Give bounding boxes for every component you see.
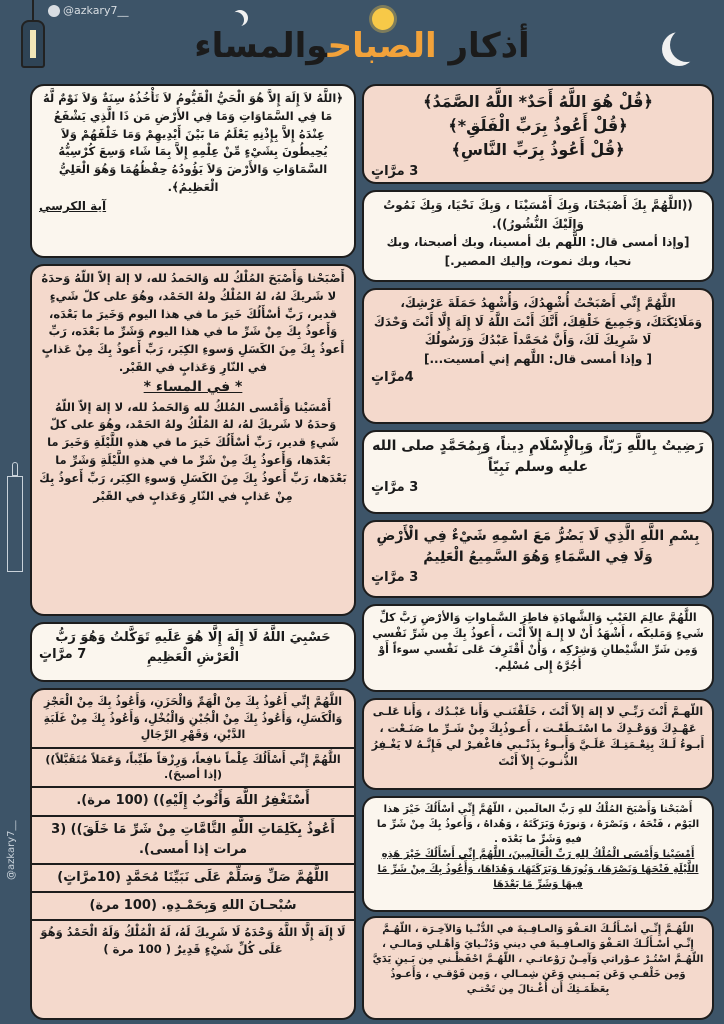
twitter-icon	[48, 5, 60, 17]
minaret-icon	[4, 462, 26, 572]
card-raditu: رَضِيتُ بِاللَّهِ رَبّاً، وَبِالْإِسْلَامِ دِيناً، وَبِمُحَمَّدٍ صلى الله عليه وسلم نَبِيّاً 3 مرَّاتٍ	[362, 430, 714, 514]
card-sayyid-alistighfar: اللّهـمَّ أَنْتَ رَبِّـي لا إلهَ إلاّ أَنْتَ ، خَلَقْتَنـي وَأَنا عَبْـدُك ، وَأَنا عَلـى عَهْـدِكَ وَوَعْـدِكَ ما اسْتَـطَعْـت ، أَعـوذُبِكَ مِنْ شَـرِّ ما صَنَـعْت ، أَبـوءُ لَـكَ بِنِعْـمَتِـكَ عَلَـيَّ وَأَبـوءُ بِذَنْـبي فاغْفـِرْ لي فَإِنَّـهُ لا يَغْـفِرُ الذُّنـوبَ إِلاّ أَنْتَ	[362, 698, 714, 790]
divider	[32, 919, 354, 921]
card-ashhaduka: اللَّهُمَّ إِنِّي أَصْبَحْتُ أُشْهِدُكَ، وَأُشْهِدُ حَمَلَةَ عَرْشِكَ، وَمَلَائِكَتَكَ، وَجَمِيعَ خَلْقِكَ، أَنَّكَ أَنْتَ اللَّهُ لَا إِلَهَ إِلَّا أَنْتَ وَحْدَكَ لَا شَرِيكَ لَكَ، وَأَنَّ مُحَمَّداً عَبْدُكَ وَرَسُولُكَ [ وإذا أمسى قال: اللَّهم إني أمسيت...] 4مرَّاتٍ	[362, 288, 714, 424]
repeat-count: 7 مرَّاتٍ	[39, 647, 87, 662]
divider	[32, 863, 354, 865]
card-alim-alghayb: اللَّهُمَّ عالِمَ الغَيْبِ وَالشَّهادَةِ فاطِرَ السَّماواتِ وَالأرْضِ رَبَّ كلِّ شَيءٍ وَمَليكَه ، أَشْهَدُ أَنْ لا إِلـهَ إِلاّ أَنْت ، أَعوذُ بِكَ مِن شَرِّ نَفْسي وَمِن شَرِّ الشَّيْطانِ وَشِرْكِه ، وَأَنْ أَقْتَرِفَ عَلى نَفْسي سوءاً أَوْ أَجُرَّهُ إِلى مُسْلِم.	[362, 604, 714, 692]
card-afiya: اللّهُـمَّ إِنِّـي أسْـأَلُـكَ العَـفْوَ وَالعـافِـيةَ في الدُّنْـيا وَالآخِـرَة ، اللّهُـمَّ إِنِّـي أسْـأَلُـكَ العَـفْوَ وَالعـافِـيةَ في ديني وَدُنْـيايَ وَأهْـلي وَمالـي ، اللّهُـمَّ اسْتُـرْ عـوْراتي وَآمِـنْ رَوْعاتـي ، اللّهُـمَّ احْفَظْـني مِن بَـينِ يَدَيَّ وَمِن خَلْفـي وَعَن يَمـيني وَعَن شِمـالي ، وَمِن فَوْقـي ، وَأَعـوذُ بِعَظَمَـتِكَ أَن أُغْـتالَ مِن تَحْتـي	[362, 916, 714, 1020]
divider	[32, 891, 354, 893]
repeat-count: 3 مرَّاتٍ	[371, 480, 419, 495]
repeat-count: 3 مرَّاتٍ	[371, 570, 419, 585]
divider	[32, 747, 354, 749]
twitter-handle[interactable]: @azkary7__	[48, 4, 128, 17]
repeat-count: 4مرَّاتٍ	[371, 370, 414, 386]
card-qul-surahs: ﴿قُلْ هُوَ اللَّهُ أَحَدٌ* اللَّهُ الصَّمَدُ﴾ ﴿قُلْ أَعُوذُ بِرَبِّ الْفَلَقِ*﴾ ﴿قُلْ أَعُوذُ بِرَبِّ النَّاسِ﴾ 3 مرَّاتٍ	[362, 84, 714, 184]
repeat-count: 3 مرَّاتٍ	[371, 164, 419, 179]
page-title: أذكار الصباحوالمساء	[194, 26, 530, 66]
divider	[32, 786, 354, 788]
divider	[32, 815, 354, 817]
card-misc-adhkar: اللَّهُمَّ إِنِّي أَعُوذُ بِكَ مِنْ الْهَمِّ وَالْحَزَنِ، وَأَعُوذُ بِكَ مِنْ الْعَجْزِ وَالْكَسَلِ، وَأَعُوذُ بِكَ مِنْ الْجُبْنِ وَالْبُخْلِ، وَأَعُوذُ بِكَ مِنْ غَلَبَةِ الدَّيْنِ، وَقَهْرِ الرِّجَالِ اللَّهُمَّ إِنِّي أَسْأَلُكَ عِلْماً نافِعاً، وَرِزْقاً طَيِّباً، وَعَمَلاً مُتَقَبَّلاً)) (إذا أصبحَ). أَسْتَغْفِرُ اللَّهَ وَأَتُوبُ إِلَيْهِ)) (100 مرة). أَعُوذُ بِكَلِمَاتِ اللَّهِ التَّامَّاتِ مِنْ شَرِّ مَا خَلَقَ)) (3 مرات إذا أمسى). اللَّهُمَّ صَلِّ وَسَلِّمْ عَلَى نَبَيِّنَا مُحَمَّدٍ (10مرَّاتٍ) سُبْحـانَ اللهِ وَبِحَمْـدِهِ. (100 مرة) لَا إِلَهَ إِلَّا اللَّهُ وَحْدَهُ لَا شَرِيكَ لَهُ، لَهُ الْمُلْكُ وَلَهُ الْحَمْدُ وَهُوَ عَلَى كُلِّ شَيْءٍ قَدِيرٌ ( 100 مرة )	[30, 688, 356, 1020]
header	[0, 0, 724, 82]
evening-section-heading: * في المساء *	[143, 378, 243, 395]
card-bismillah: بِسْمِ اللَّهِ الَّذِي لَا يَضُرُّ مَعَ اسْمِهِ شَيْءٌ فِي الْأَرْضِ وَلَا فِي السَّمَاءِ وَهُوَ السَّمِيعُ الْعَلِيمُ 3 مرَّاتٍ	[362, 520, 714, 598]
side-handle: @azkary7__	[6, 820, 17, 880]
card-allahumma-bika: ((اللَّهُمَّ بِكَ أَصْبَحْنَا، وَبِكَ أَمْسَيْنَا ، وَبِكَ نَحْيَا، وَبِكَ نَمُوتُ وَإِلَيْكَ النُّشُورُ)). [وإذا أمسى قال: اللَّهم بك أمسينا، وبك أصبحنا، وبك نحيا، وبك نموت، وإليك المصير.]	[362, 190, 714, 282]
card-asbahna-mulk: أَصْبَحْنا وَأَصْبَحَ المُلْكُ لله وَالحَمدُ لله، لا إلهَ إلاّ اللّهُ وَحدَهُ لا شَريكَ لهُ، لهُ المُلْكُ ولهُ الحَمْد، وهُوَ على كلّ شَيءٍ قدير، رَبِّ أسْأَلُكَ خَيرَ ما في هذا اليوم وَخَيرَ ما بَعْدَه، وَأَعوذُ بِكَ مِنْ شَرِّ ما في هذا اليوم وَشَرِّ ما بَعْدَه، رَبِّ أَعوذُ بِكَ مِنَ الكَسَلِ وَسوءِ الكِبَر، رَبِّ أَعوذُ بِكَ مِنْ عَذابٍ في النّارِ وَعَذابٍ في القَبْر. * في المساء * أَمْسَيْنا وَأَمْسى المُلكُ لله وَالحَمدُ لله، لا إلهَ إلاّ اللّهُ وَحدَهُ لا شَريكَ لهُ، لهُ المُلْكُ ولهُ الحَمْد، وهُوَ على كلّ شَيءٍ قدير، رَبِّ أسْأَلُكَ خَيرَ ما في هذهِ اللَّيْلَةِ وَخَيرَ ما بَعْدَها، وَأَعوذُ بِكَ مِنْ شَرِّ ما في هذهِ اللَّيْلَةِ وَشَرِّ ما بَعْدَها، رَبِّ أَعوذُ بِكَ مِنَ الكَسَلِ وَسوءِ الكِبَر، رَبِّ أَعوذُ بِكَ مِنْ عَذابٍ في النّارِ وَعَذابٍ في القَبْر	[30, 264, 356, 616]
ayat-alkursi-label: آية الكرسي	[39, 198, 107, 213]
card-ayat-alkursi: ﴿اللَّهُ لاَ إِلَهَ إِلاَّ هُوَ الْحَيُّ الْقَيُّومُ لاَ تَأْخُذُهُ سِنَةٌ وَلاَ نَوْمٌ لَّهُ مَا فِي السَّمَاوَاتِ وَمَا فِي الأَرْضِ مَن ذَا الَّذِي يَشْفَعُ عِنْدَهُ إِلاَّ بِإِذْنِهِ يَعْلَمُ مَا بَيْنَ أَيْدِيهِمْ وَمَا خَلْفَهُمْ وَلاَ يُحِيطُونَ بِشَيْءٍ مِّنْ عِلْمِهِ إِلاَّ بِمَا شَاء وَسِعَ كُرْسِيُّهُ السَّمَاوَاتِ وَالأَرْضَ وَلاَ يَؤُودُهُ حِفْظُهُمَا وَهُوَ الْعَلِيُّ الْعَظِيمُ﴾. آية الكرسي	[30, 84, 356, 258]
card-hasbiyallah: حَسْبِيَ اللَّهُ لَا إِلَهَ إِلَّا هُوَ عَلَيهِ تَوَكَّلتُ وَهُوَ رَبُّ الْعَرْشِ الْعَظِيمِ 7 مرَّاتٍ	[30, 622, 356, 682]
card-asbahna-rabbil-alamin: أَصْبَحْنا وَأَصْبَحَ المُلْكُ للهِ رَبِّ العالَمين ، اللّهُمَّ إِنِّي أسْأَلُكَ خَيْرَ هذا اليَوْم ، فَتْحَهُ ، وَنَصْرَهُ ، وَنورَهُ وَبَرَكَتَهُ ، وَهُداهُ ، وَأَعوذُ بِكَ مِنْ شَرِّ ما فيهِ وَشَرِّ ما بَعْدَه . أَمْسَيْنا وَأَمْسَى الْمُلْكُ لِلهِ رَبِّ الْعَالَمِينَ، اللَّهُمَّ إِنِّي أَسْأَلُكَ خَيْرَ هَذِهِ اللَّيْلَةِ فَتْحَهَا وَنَصْرَهَا، وَنُورَهَا وَبَرَكَتَهَا، وَهُدَاهَا، وَأَعُوذُ بِكَ مِنْ شَرِّ مَا فِيهَا وَشَرِّ مَا بَعْدَهَا	[362, 796, 714, 912]
